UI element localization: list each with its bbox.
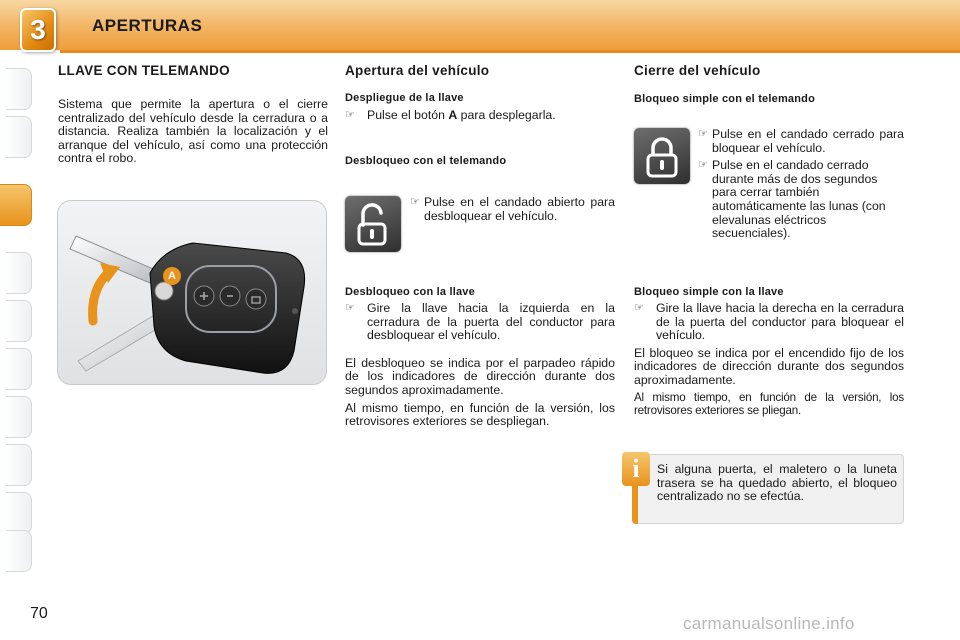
right-column-lower — [634, 286, 904, 418]
watermark: carmanualsonline.info — [683, 614, 855, 633]
paragraph-bloqueo-indicadores: El bloqueo se indica por el encendido fijo de los indicadores de dirección durante dos segundos aproximadamente. — [634, 345, 904, 387]
side-tab-5[interactable] — [6, 300, 32, 342]
key-drawing — [58, 201, 327, 385]
section-title-apertura: Apertura del vehículo — [345, 63, 490, 78]
side-tab-9[interactable] — [6, 492, 32, 534]
heading-bloqueo-telemando: Bloqueo simple con el telemando — [634, 93, 816, 105]
button-a-label: A — [163, 267, 181, 285]
left-column — [58, 63, 328, 166]
padlock-closed-drawing — [634, 128, 690, 184]
chapter-number: 3 — [30, 14, 46, 45]
remote-key-illustration — [57, 200, 327, 385]
heading-desbloqueo-llave: Desbloqueo con la llave — [345, 286, 475, 298]
side-tab-2[interactable] — [6, 116, 32, 158]
chapter-title: APERTURAS — [92, 16, 203, 35]
bullet-bloqueo-2-text: Pulse en el candado cerrado durante más de dos segundos para cerrar también automáticamente las lunas (con elevalunas eléctricos secuenciales). — [712, 158, 886, 241]
heading-bloqueo-llave: Bloqueo simple con la llave — [634, 286, 784, 298]
bullet-bloqueo-llave-text: Gire la llave hacia la derecha en la cerradura de la puerta del conductor para bloquear el vehículo. — [656, 301, 904, 343]
chapter-side-tabs — [0, 60, 32, 580]
info-accent-strip — [632, 486, 638, 524]
padlock-open-icon — [345, 196, 401, 252]
page-number: 70 — [30, 605, 48, 622]
bullet-desbloqueo-telemando-text: Pulse en el candado abierto para desbloquear el vehículo. — [424, 195, 615, 223]
bullet-bloqueo-1-text: Pulse en el candado cerrado para bloquear el vehículo. — [712, 127, 904, 155]
side-tab-3-active[interactable] — [0, 184, 32, 226]
info-note-text: Si alguna puerta, el maletero o la luneta trasera se ha quedado abierto, el bloqueo centralizado no se efectúa. — [657, 462, 897, 504]
finger-pointer-icon: ☞ — [345, 302, 355, 314]
middle-column — [345, 63, 615, 167]
info-icon-glyph: i — [632, 454, 640, 483]
heading-despliegue: Despliegue de la llave — [345, 92, 464, 104]
bullet-desbloqueo-llave — [345, 302, 615, 343]
bullet-despliegue-text — [367, 109, 615, 123]
bullet-despliegue-pre: Pulse el botón — [367, 108, 449, 122]
section-title-llave: LLAVE CON TELEMANDO — [58, 63, 230, 78]
finger-pointer-icon: ☞ — [345, 109, 355, 121]
side-tab-1[interactable] — [6, 68, 32, 110]
padlock-open-drawing — [345, 196, 401, 252]
section-title-cierre: Cierre del vehículo — [634, 63, 761, 78]
middle-column-lower — [345, 286, 615, 429]
bullet-despliegue — [345, 109, 615, 123]
bullet-despliegue-post: para desplegarla. — [457, 108, 556, 122]
finger-pointer-icon: ☞ — [698, 128, 708, 140]
chapter-number-badge — [20, 8, 56, 52]
paragraph-desbloqueo-indicadores: El desbloqueo se indica por el parpadeo rápido de los indicadores de dirección durante dos segundos aproximadamente. — [345, 355, 615, 397]
right-column — [634, 63, 904, 105]
side-tab-10[interactable] — [6, 530, 32, 572]
paragraph-retrovisores-despliegan: Al mismo tiempo, en función de la versión, los retrovisores exteriores se despliegan. — [345, 400, 615, 429]
info-icon — [622, 452, 650, 486]
bullet-bloqueo-llave — [634, 302, 904, 343]
bullet-despliegue-bold: A — [448, 108, 458, 122]
info-note-box — [632, 454, 904, 524]
finger-pointer-icon: ☞ — [634, 302, 644, 314]
paragraph-retrovisores-pliegan: Al mismo tiempo, en función de la versión, los retrovisores exteriores se pliegan. — [634, 390, 904, 418]
padlock-closed-icon — [634, 128, 690, 184]
bullet-bloqueo-1 — [698, 128, 904, 155]
bloqueo-telemando-bullets — [698, 128, 904, 241]
side-tab-6[interactable] — [6, 348, 32, 390]
header-underline — [60, 50, 960, 53]
heading-desbloqueo-telemando: Desbloqueo con el telemando — [345, 154, 507, 167]
intro-paragraph: Sistema que permite la apertura o el cierre centralizado del vehículo desde la cerradura o a distancia. Realiza también la localización y el arranque del vehículo, así como una protección contra el robo. — [58, 97, 328, 166]
side-tab-8[interactable] — [6, 444, 32, 486]
bullet-desbloqueo-telemando — [410, 196, 615, 223]
side-tab-7[interactable] — [6, 396, 32, 438]
bullet-desbloqueo-llave-text: Gire la llave hacia la izquierda en la cerradura de la puerta del conductor para desbloquear el vehículo. — [367, 301, 615, 343]
finger-pointer-icon: ☞ — [410, 196, 420, 208]
bullet-bloqueo-2 — [698, 159, 904, 241]
finger-pointer-icon: ☞ — [698, 159, 708, 172]
side-tab-4[interactable] — [6, 252, 32, 294]
